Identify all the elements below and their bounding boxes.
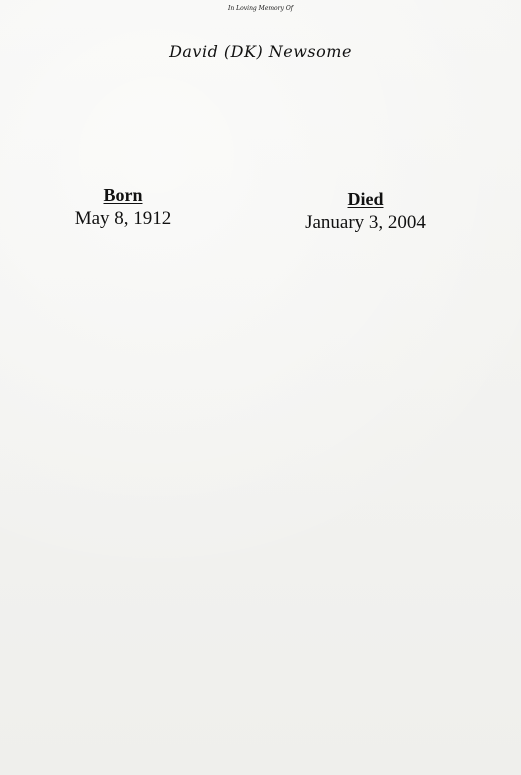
memorial-title: In Loving Memory Of <box>228 5 293 12</box>
died-label: Died <box>347 189 384 209</box>
deceased-name: David (DK) Newsome <box>169 42 352 61</box>
died-date: January 3, 2004 <box>305 212 426 233</box>
born-label: Born <box>103 185 143 205</box>
born-block <box>58 186 188 228</box>
died-block <box>288 190 443 232</box>
born-date: May 8, 1912 <box>74 208 172 229</box>
